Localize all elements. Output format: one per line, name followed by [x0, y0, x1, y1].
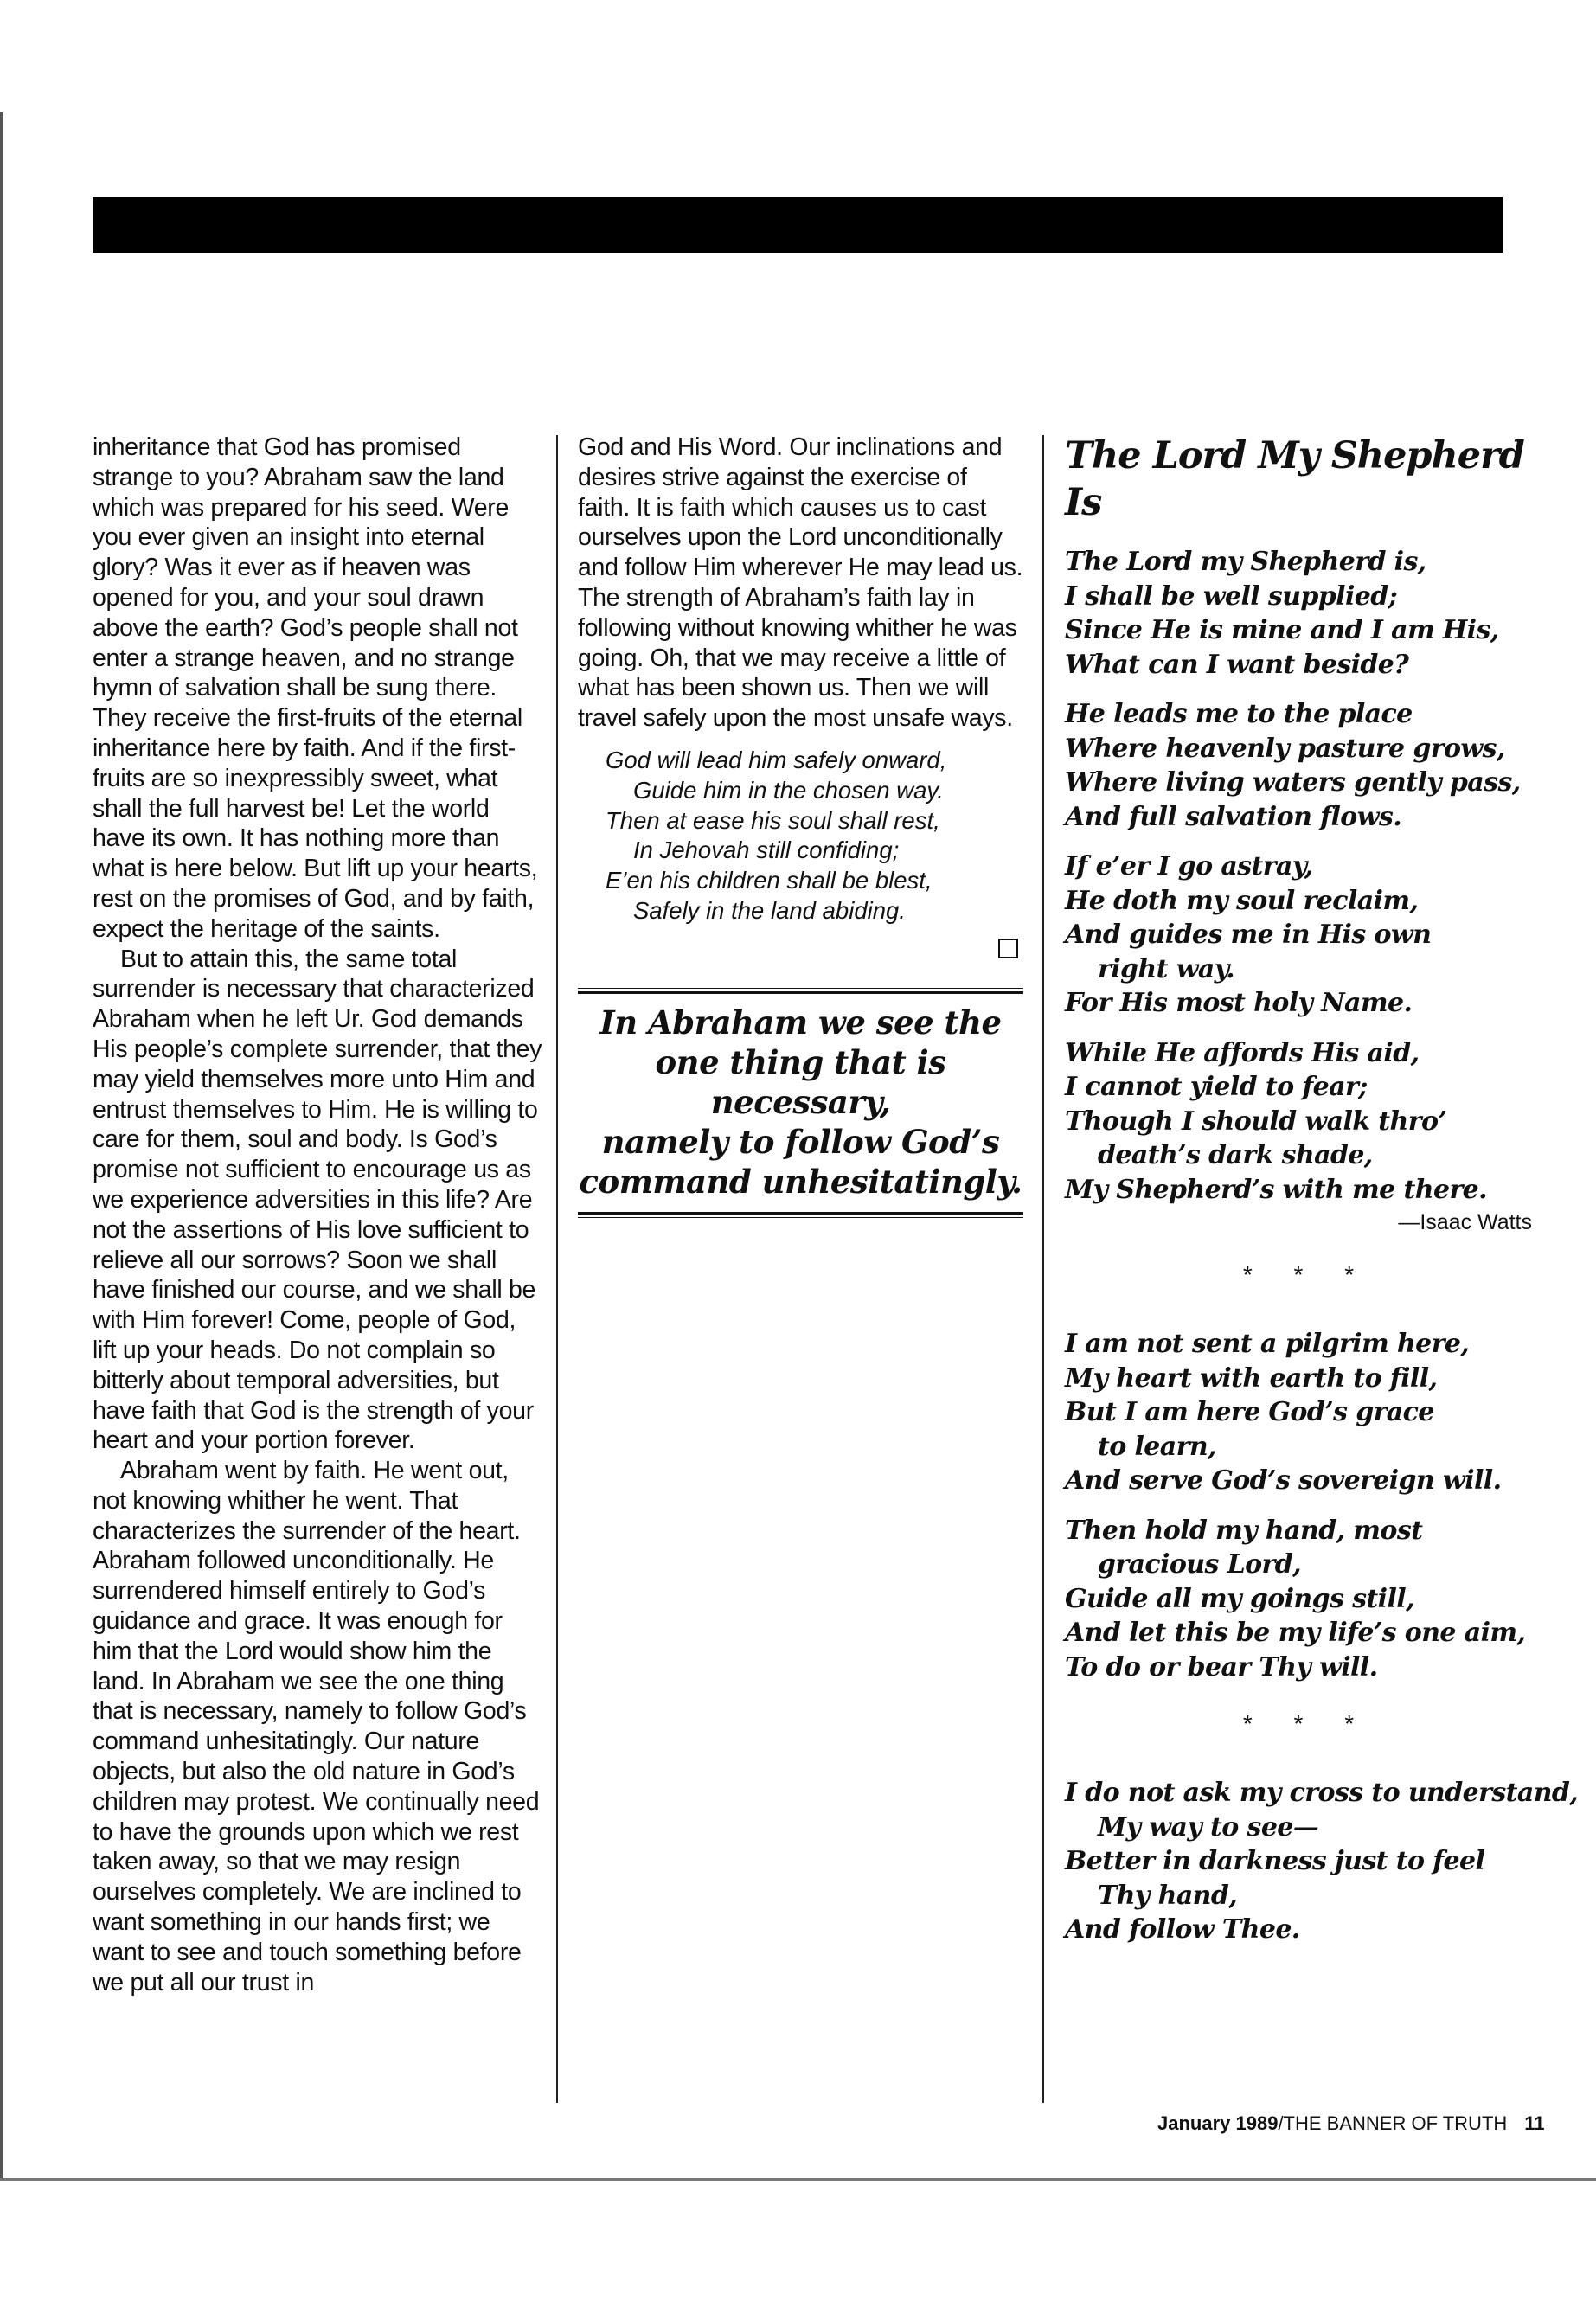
poem-stanza-2 [1065, 697, 1549, 834]
poem-line: The Lord my Shepherd is, [1065, 547, 1426, 577]
pull-quote-rule [578, 988, 1023, 989]
poem-line: Thy hand, [1098, 1880, 1238, 1911]
poem-line: For His most holy Name. [1065, 988, 1413, 1018]
left-paragraph-1: inheritance that God has promised strange to you? Abraham saw the land which was prepared for his seed. Were you ever given an insight into eternal glory? Was it ever as if heaven was opened for you, and your soul drawn above the earth? God’s people shall not enter a strange heaven, and no strange hymn of salvation shall be sung there. They receive the first-fruits of the eternal inheritance here by faith. And if the first-fruits are so inexpressibly sweet, what shall the full harvest be! Let the world have its own. It has nothing more than what is here below. But lift up your hearts, rest on the promises of God, and by faith, expect the heritage of the saints. [93, 433, 538, 943]
poem-line: right way. [1098, 953, 1234, 984]
left-column [93, 433, 542, 1997]
poem-line: Guide all my goings still, [1065, 1583, 1414, 1614]
poem-line: And let this be my life’s one aim, [1065, 1618, 1526, 1648]
middle-paragraph: God and His Word. Our inclinations and desires strive against the exercise of faith. It is faith which causes us to cast ourselves upon the Lord unconditionally and follow Him wherever He may lead us. The strength of Abraham’s faith lay in following without knowing whither he was going. Oh, that we may receive a little of what has been shown us. Then we will travel safely upon the most unsafe ways. [578, 433, 1023, 733]
page-edge-rule [0, 112, 3, 2180]
poem-line: gracious Lord, [1098, 1549, 1301, 1580]
poem-line: My heart with earth to fill, [1065, 1362, 1438, 1394]
poem-line: And serve God’s sovereign will. [1065, 1465, 1502, 1496]
page-footer [1157, 2112, 1545, 2135]
poem-line: My way to see— [1098, 1811, 1319, 1843]
pull-quote-line: command unhesitatingly. [579, 1162, 1022, 1201]
poem-line: to learn, [1098, 1431, 1216, 1462]
pull-quote-text [578, 994, 1023, 1212]
poem-line: Where heavenly pasture grows, [1065, 733, 1505, 764]
column-divider-2 [1042, 435, 1044, 2103]
pull-quote [578, 988, 1023, 1218]
poem-line: Then hold my hand, most [1065, 1515, 1423, 1546]
footer-date: January 1989 [1157, 2112, 1279, 2134]
poem-line: And full salvation flows. [1065, 801, 1402, 832]
poem-line: Though I should walk thro’ [1065, 1106, 1447, 1137]
section-separator: * * * [1242, 1710, 1372, 1737]
poem2-stanza-2 [1065, 1514, 1549, 1685]
poem-stanza-4 [1065, 1036, 1549, 1208]
pull-quote-line: In Abraham we see the [599, 1003, 1002, 1042]
verse-line: In Jehovah still confiding; [633, 836, 900, 864]
page-number: 11 [1524, 2112, 1545, 2134]
section-separator: * * * [1242, 1261, 1372, 1288]
poem-line: I do not ask my cross to understand, [1065, 1778, 1579, 1808]
pull-quote-rule [578, 1212, 1023, 1215]
header-black-band [93, 197, 1503, 253]
poem-line: And follow Thee. [1065, 1914, 1300, 1945]
verse-line: Then at ease his soul shall rest, [606, 806, 940, 834]
poem-stanza-1 [1065, 545, 1549, 682]
poem-line: He leads me to the place [1065, 699, 1413, 729]
poem-line: While He affords His aid, [1065, 1037, 1420, 1068]
pull-quote-line: namely to follow God’s [601, 1122, 1000, 1161]
verse-line: Safely in the land abiding. [633, 896, 906, 924]
poem-line: And guides me in His own [1065, 920, 1432, 950]
poem-line: Where living waters gently pass, [1065, 767, 1521, 798]
poem-line: My Shepherd’s with me there. [1065, 1174, 1487, 1205]
poem-title: The Lord My Shepherd Is [1065, 434, 1524, 524]
poem3-stanza [1065, 1776, 1579, 1947]
poem-attribution: —Isaac Watts [1398, 1210, 1532, 1234]
left-paragraph-2: But to attain this, the same total surrender is necessary that characterized Abraham when he left Ur. God demands His people’s complete surrender, that they may yield themselves more unto Him and entrust themselves to Him. He is willing to care for them, soul and body. Is God’s promise not sufficient to encourage us as we experience adversities in this life? Are not the assertions of His love sufficient to relieve all our sorrows? Soon we shall have finished our course, and we shall be with Him forever! Come, people of God, lift up your heads. Do not complain so bitterly about temporal adversities, but have faith that God is the strength of your heart and your portion forever. [93, 945, 542, 1455]
poem-line: Better in darkness just to feel [1065, 1846, 1485, 1876]
poem-line: To do or bear Thy will. [1065, 1651, 1378, 1682]
poem-line: If e’er I go astray, [1065, 851, 1313, 881]
verse-line: E’en his children shall be blest, [606, 867, 933, 894]
pull-quote-line: one thing that is necessary, [655, 1042, 946, 1121]
left-paragraph-3: Abraham went by faith. He went out, not knowing whither he went. That characterizes the surrender of the heart. Abraham followed unconditionally. He surrendered himself entirely to God’s guidance and grace. It was enough for him that the Lord would show him the land. In Abraham we see the one thing that is necessary, namely to follow God’s command unhesitatingly. Our nature objects, but also the old nature in God’s children may protest. We continually need to have the grounds upon which we rest taken away, so that we may resign ourselves completely. We are inclined to want something in our hands first; we want to see and touch something before we put all our trust in [93, 1457, 540, 1997]
footer-publication: /THE BANNER OF TRUTH [1278, 2112, 1508, 2134]
poem-line: I cannot yield to fear; [1065, 1072, 1368, 1102]
column-divider-1 [556, 435, 558, 2103]
page-bottom-rule [0, 2178, 1596, 2181]
poem-line: He doth my soul reclaim, [1065, 885, 1419, 916]
pull-quote-rule [578, 1217, 1023, 1218]
poem-line: I shall be well supplied; [1065, 580, 1398, 612]
middle-column [578, 433, 1023, 1218]
right-column [1065, 433, 1579, 1963]
poem-line: What can I want beside? [1065, 649, 1409, 680]
poem-line: I am not sent a pilgrim here, [1065, 1329, 1470, 1359]
poem-line: But I am here God’s grace [1065, 1397, 1434, 1427]
verse-line: God will lead him safely onward, [606, 746, 947, 773]
middle-verse [578, 746, 1023, 926]
poem-stanza-3 [1065, 849, 1549, 1021]
article-end-mark [998, 939, 1018, 958]
poem-line: Since He is mine and I am His, [1065, 615, 1499, 645]
poem2-stanza-1 [1065, 1327, 1549, 1498]
poem-line: death’s dark shade, [1098, 1140, 1373, 1170]
verse-line: Guide him in the chosen way. [633, 776, 944, 804]
